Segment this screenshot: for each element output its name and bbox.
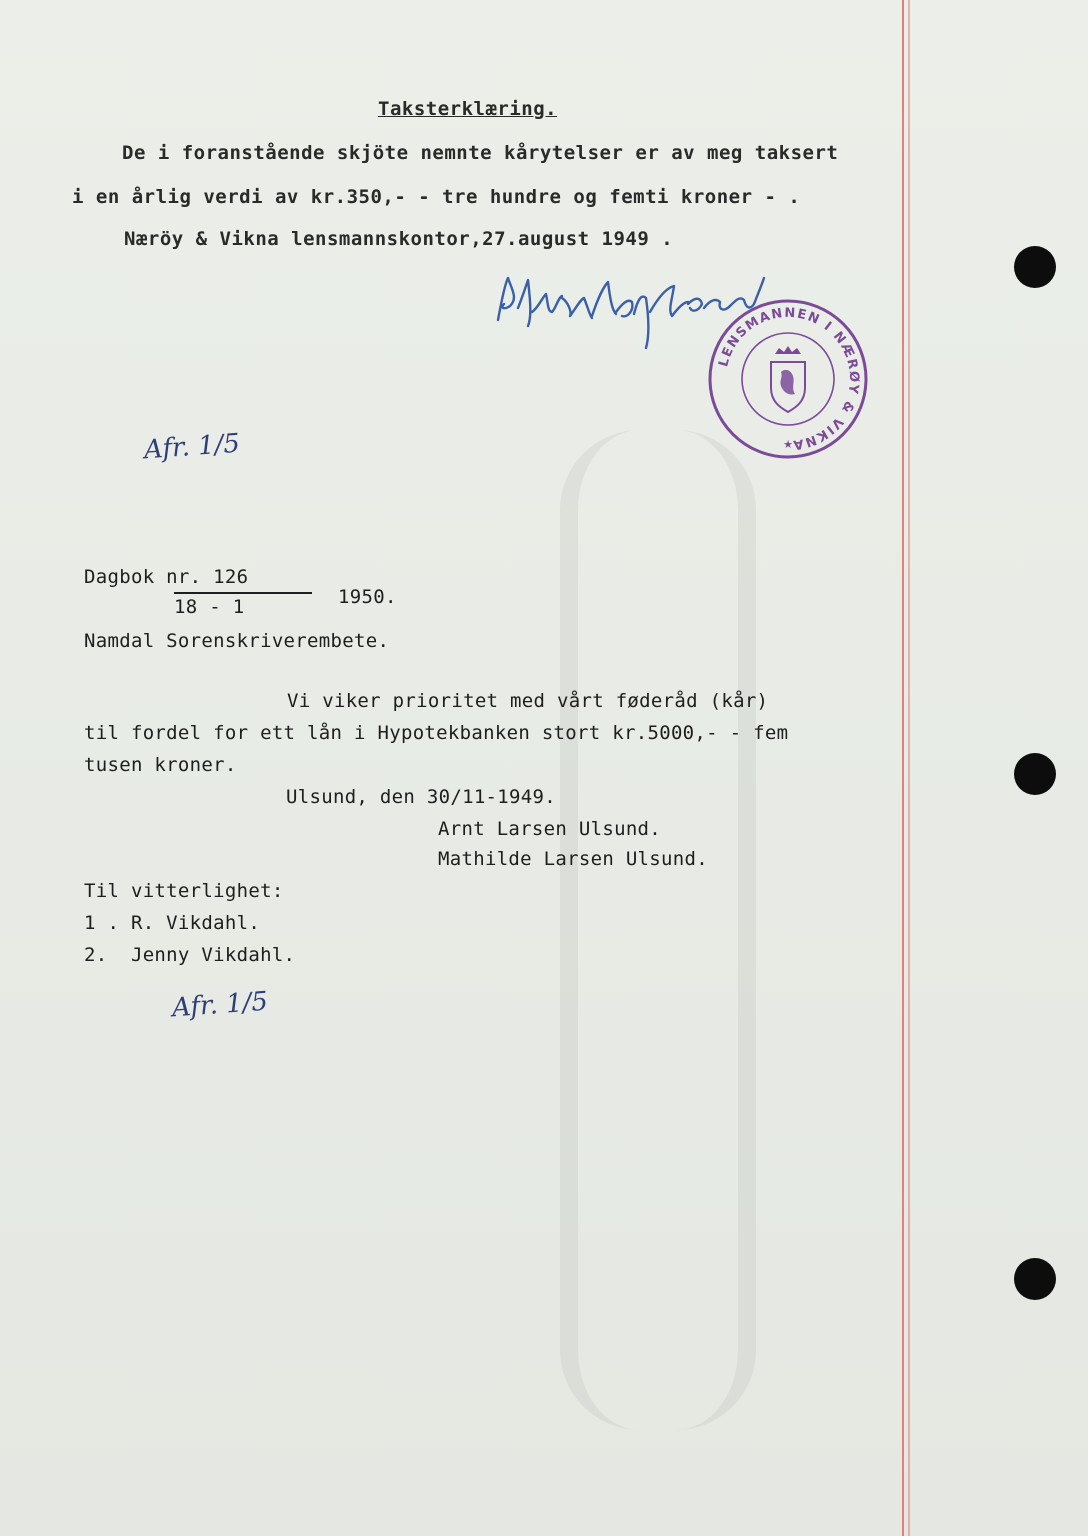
- takst-line-2: i en årlig verdi av kr.350,- - tre hundre og femti kroner - .: [72, 186, 801, 208]
- dagbok-year: 1950.: [338, 586, 397, 608]
- dagbok-label: [84, 566, 248, 588]
- dagbok-label-text: Dagbok nr. 126: [84, 566, 249, 588]
- takst-line-1: De i foranstående skjöte nemnte kårytelser er av meg taksert: [122, 142, 839, 164]
- body-line-1: Vi viker prioritet med vårt føderåd (kår): [287, 690, 769, 712]
- stamp-star-icon: ★: [783, 438, 793, 451]
- dagbok-underline: [174, 592, 312, 594]
- signer-1: Arnt Larsen Ulsund.: [438, 818, 662, 840]
- bleed-through-shadow: [560, 430, 756, 1430]
- office-line: Namdal Sorenskriverembete.: [84, 630, 390, 652]
- takst-line-3: Næröy & Vikna lensmannskontor,27.august 1949 .: [124, 228, 674, 250]
- binder-hole-middle: [1014, 753, 1056, 795]
- margin-line-secondary: [908, 0, 910, 1536]
- takst-title: Taksterklæring.: [378, 98, 558, 120]
- margin-line: [902, 0, 904, 1536]
- binder-hole-top: [1014, 246, 1056, 288]
- witness-heading: Til vitterlighet:: [84, 880, 284, 902]
- pencil-note-top: Afr. 1/5: [143, 428, 241, 466]
- binder-hole-bottom: [1014, 1258, 1056, 1300]
- dagbok-date: 18 - 1: [174, 596, 245, 618]
- pencil-note-bottom: Afr. 1/5: [171, 986, 269, 1024]
- signer-2: Mathilde Larsen Ulsund.: [438, 848, 708, 870]
- body-line-2: til fordel for ett lån i Hypotekbanken stort kr.5000,- - fem: [84, 722, 789, 744]
- body-line-3: tusen kroner.: [84, 754, 237, 776]
- lensmann-stamp: [705, 296, 871, 462]
- witness-1: 1 . R. Vikdahl.: [84, 912, 261, 934]
- place-date-line: Ulsund, den 30/11-1949.: [286, 786, 556, 808]
- stamp-ring-text: LENSMANNEN I NÆRØY & VIKNA: [716, 305, 862, 453]
- witness-2: 2. Jenny Vikdahl.: [84, 944, 296, 966]
- coat-of-arms-icon: [771, 346, 805, 412]
